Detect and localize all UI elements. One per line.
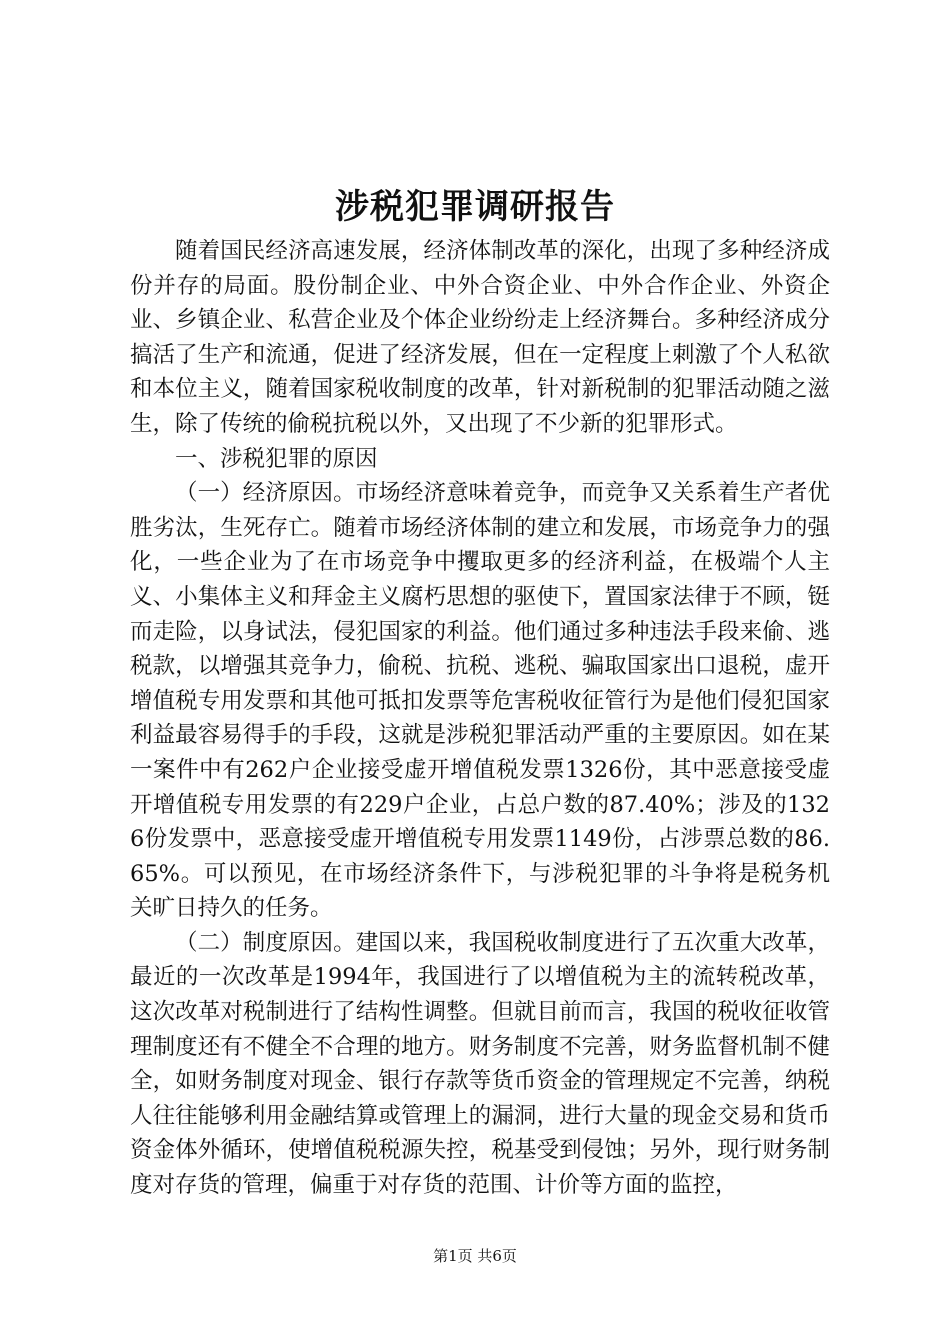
paragraph-institutional-cause: （二）制度原因。建国以来，我国税收制度进行了五次重大改革，最近的一次改革是1994年，我国进行了以增值税为主的流转税改革，这次改革对税制进行了结构性调整。但就目前而言，我国的税收征收管理制度还有不健全不合理的地方。财务制度不完善，财务监督机制不健全，如财务制度对现金、银行存款等货币资金的管理规定不完善，纳税人往往能够利用金融结算或管理上的漏洞，进行大量的现金交易和货币资金体外循环，使增值税税源失控，税基受到侵蚀；另外，现行财务制度对存货的管理，偏重于对存货的范围、计价等方面的监控， — [130, 929, 830, 1199]
section-heading-causes: 一、涉税犯罪的原因 — [175, 445, 378, 472]
paragraph-intro: 随着国民经济高速发展，经济体制改革的深化，出现了多种经济成份并存的局面。股份制企业、中外合资企业、中外合作企业、外资企业、乡镇企业、私营企业及个体企业纷纷走上经济舞台。多种经济成分搞活了生产和流通，促进了经济发展，但在一定程度上刺激了个人私欲和本位主义，随着国家税收制度的改革，针对新税制的犯罪活动随之滋生，除了传统的偷税抗税以外，又出现了不少新的犯罪形式。 — [130, 238, 830, 437]
document-body — [130, 234, 830, 1203]
document-title: 涉税犯罪调研报告 — [335, 187, 615, 227]
paragraph-economic-cause: （一）经济原因。市场经济意味着竞争，而竞争又关系着生产者优胜劣汰，生死存亡。随着市场经济体制的建立和发展，市场竞争力的强化，一些企业为了在市场竞争中攫取更多的经济利益，在极端个人主义、小集体主义和拜金主义腐朽思想的驱使下，置国家法律于不顾，铤而走险，以身试法，侵犯国家的利益。他们通过多种违法手段来偷、逃税款，以增强其竞争力，偷税、抗税、逃税、骗取国家出口退税，虚开增值税专用发票和其他可抵扣发票等危害税收征管行为是他们侵犯国家利益最容易得手的手段，这就是涉税犯罪活动严重的主要原因。如在某一案件中有262户企业接受虚开增值税发票1326份，其中恶意接受虚开增值税专用发票的有229户企业，占总户数的87.40%；涉及的1326份发票中，恶意接受虚开增值税专用发票1149份，占涉票总数的86.65%。可以预见，在市场经济条件下，与涉税犯罪的斗争将是税务机关旷日持久的任务。 — [130, 480, 830, 922]
page-footer: 第1页 共6页 — [433, 1247, 517, 1265]
